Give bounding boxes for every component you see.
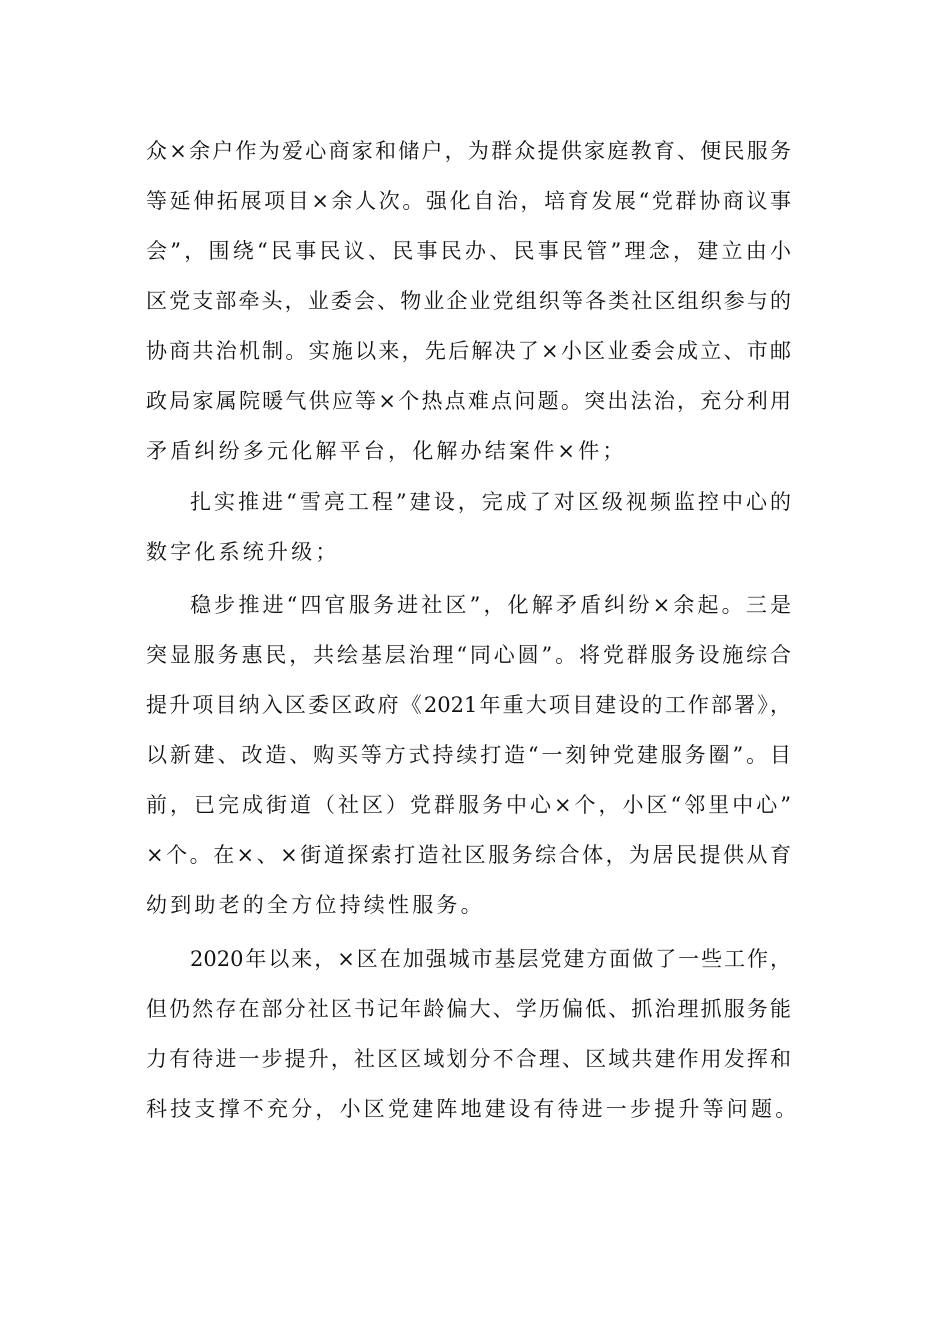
text-line: 等延伸拓展项目×余人次。强化自治，培育发展“党群协商议事 — [146, 189, 791, 213]
text-line: 数字化系统升级； — [146, 540, 340, 564]
text-line: 稳步推进“四官服务进社区”，化解矛盾纠纷×余起。三是 — [190, 593, 791, 617]
text-line: 力有待进一步提升，社区区域划分不合理、区域共建作用发挥和 — [146, 1047, 791, 1071]
text-line: 区党支部牵头，业委会、物业企业党组织等各类社区组织参与的 — [146, 289, 791, 313]
text-line: 以新建、改造、购买等方式持续打造“一刻钟党建服务圈”。目 — [146, 743, 791, 767]
text-line: 政局家属院暖气供应等×个热点难点问题。突出法治，充分利用 — [146, 389, 791, 413]
text-line: 科技支撑不充分，小区党建阵地建设有待进一步提升等问题。 — [146, 1097, 800, 1121]
text-line: 矛盾纠纷多元化解平台，化解办结案件×件； — [146, 439, 627, 463]
text-line: 前，已完成街道（社区）党群服务中心×个，小区“邻里中心” — [146, 793, 791, 817]
text-line: 众×余户作为爱心商家和储户，为群众提供家庭教育、便民服务 — [146, 139, 791, 163]
text-line: 会”，围绕“民事民议、民事民办、民事民管”理念，建立由小 — [146, 239, 791, 263]
text-line: 幼到助老的全方位持续性服务。 — [146, 893, 485, 917]
text-line: 协商共治机制。实施以来，先后解决了×小区业委会成立、市邮 — [146, 339, 791, 363]
text-line: 2020年以来，×区在加强城市基层党建方面做了一些工作， — [190, 947, 791, 971]
text-line: 突显服务惠民，共绘基层治理“同心圆”。将党群服务设施综合 — [146, 643, 791, 667]
text-line: 扎实推进“雪亮工程”建设，完成了对区级视频监控中心的 — [190, 490, 791, 514]
text-line: 提升项目纳入区委区政府《2021年重大项目建设的工作部署》， — [146, 693, 791, 717]
text-line: ×个。在×、×街道探索打造社区服务综合体，为居民提供从育 — [146, 843, 791, 867]
text-line: 但仍然存在部分社区书记年龄偏大、学历偏低、抓治理抓服务能 — [146, 997, 791, 1021]
